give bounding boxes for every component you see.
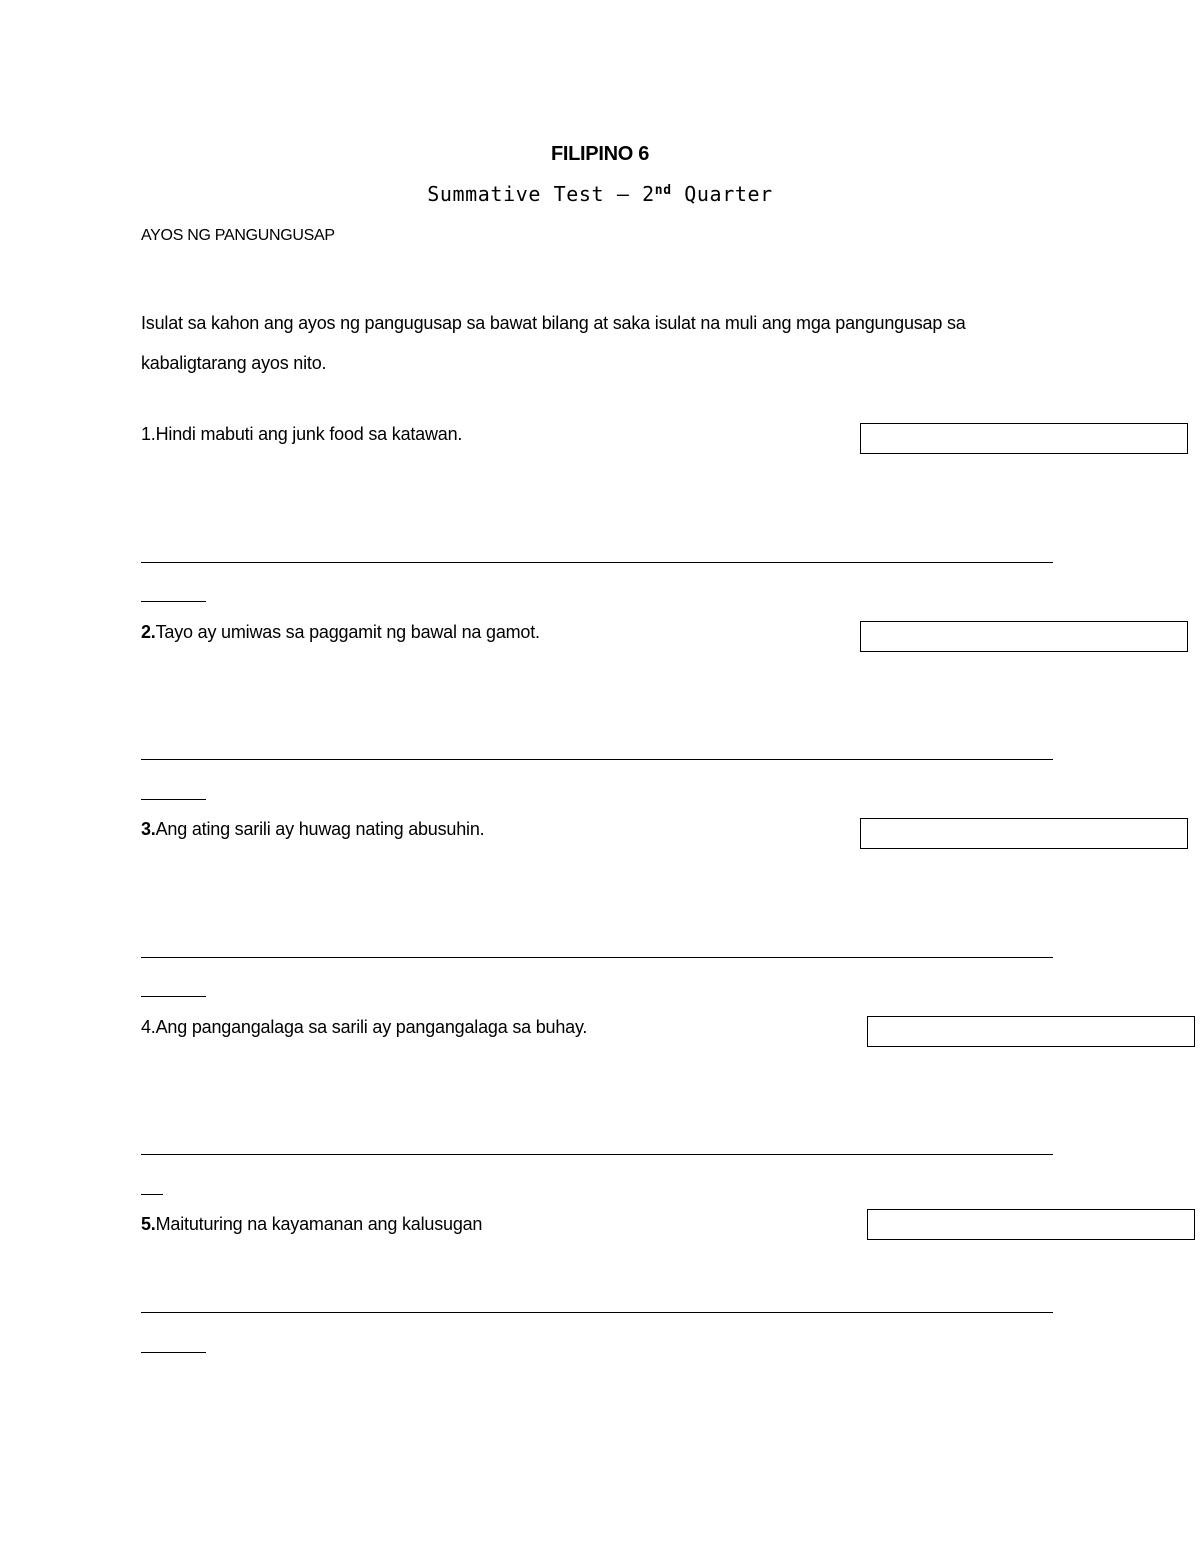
item-4 xyxy=(141,1017,587,1038)
item-number: 4. xyxy=(141,1017,156,1037)
item-number: 2. xyxy=(141,622,156,642)
subtitle-main: Summative Test – 2 xyxy=(427,182,655,206)
writing-line-2-continuation[interactable] xyxy=(141,799,206,800)
writing-line-3[interactable] xyxy=(141,957,1053,958)
writing-line-5-continuation[interactable] xyxy=(141,1352,206,1353)
writing-line-2[interactable] xyxy=(141,759,1053,760)
writing-line-1-continuation[interactable] xyxy=(141,601,206,602)
answer-box-3[interactable] xyxy=(860,818,1188,849)
subtitle-rest: Quarter xyxy=(671,182,773,206)
instructions: Isulat sa kahon ang ayos ng pangugusap sa bawat bilang at saka isulat na muli ang mga pangungusap sa kabaligtarang ayos nito. xyxy=(141,313,966,373)
answer-box-5[interactable] xyxy=(867,1209,1195,1240)
writing-line-4[interactable] xyxy=(141,1154,1053,1155)
item-5 xyxy=(141,1214,482,1235)
item-3 xyxy=(141,819,484,840)
writing-line-3-continuation[interactable] xyxy=(141,996,206,997)
item-number: 3. xyxy=(141,819,156,839)
writing-line-1[interactable] xyxy=(141,562,1053,563)
item-sentence: Hindi mabuti ang junk food sa katawan. xyxy=(155,424,463,444)
item-2 xyxy=(141,622,540,643)
writing-line-5[interactable] xyxy=(141,1312,1053,1313)
section-heading: AYOS NG PANGUNGUSAP xyxy=(141,227,335,244)
item-sentence: Ang ating sarili ay huwag nating abusuhin. xyxy=(155,819,485,839)
item-number: 1. xyxy=(141,424,156,444)
item-1 xyxy=(141,424,462,445)
subtitle-superscript: nd xyxy=(654,183,672,198)
item-number: 5. xyxy=(141,1214,156,1234)
page-subtitle xyxy=(0,182,1200,206)
item-sentence: Ang pangangalaga sa sarili ay pangangalaga sa buhay. xyxy=(155,1017,588,1037)
answer-box-2[interactable] xyxy=(860,621,1188,652)
answer-box-1[interactable] xyxy=(860,423,1188,454)
page-title: FILIPINO 6 xyxy=(550,143,650,165)
answer-box-4[interactable] xyxy=(867,1016,1195,1047)
item-sentence: Maituturing na kayamanan ang kalusugan xyxy=(155,1214,483,1234)
item-sentence: Tayo ay umiwas sa paggamit ng bawal na gamot. xyxy=(155,622,540,642)
writing-line-4-continuation[interactable] xyxy=(141,1194,163,1195)
